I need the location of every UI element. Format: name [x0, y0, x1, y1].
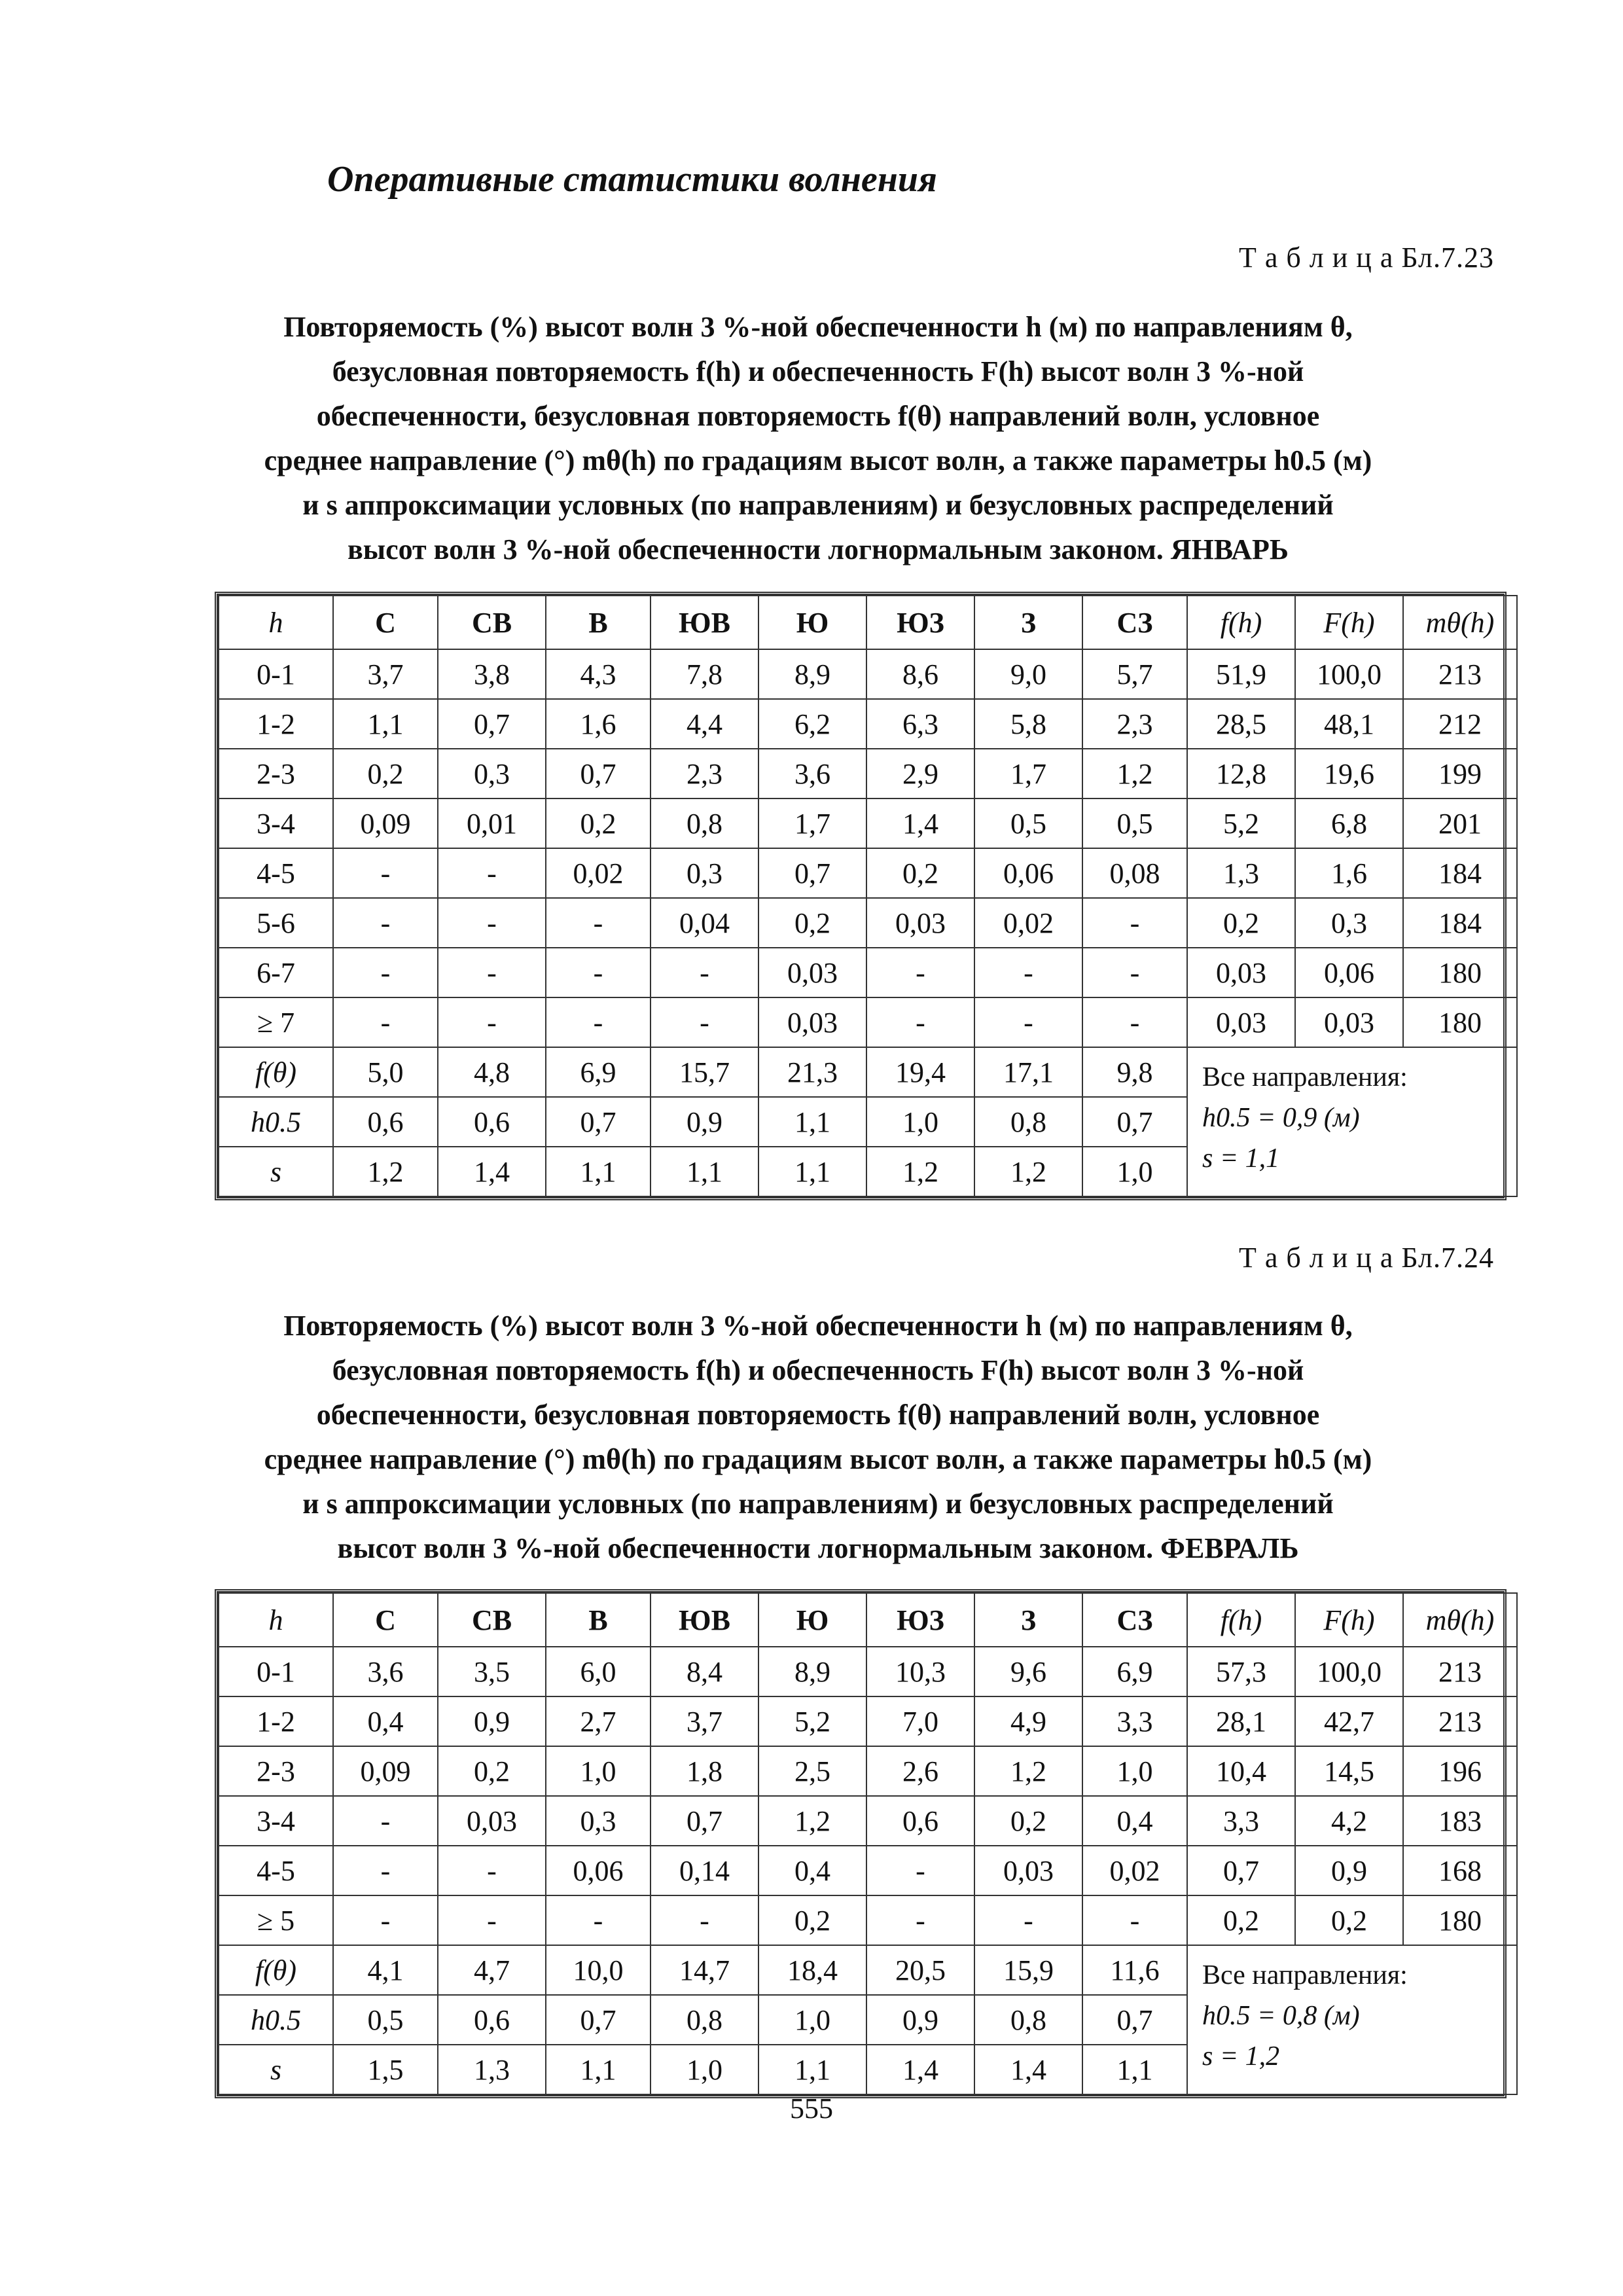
table-cell: 0,7 [546, 749, 651, 798]
data-table [215, 592, 1507, 1200]
table-cell: 0,5 [333, 1995, 438, 2045]
param-label: f(θ) [219, 1945, 333, 1995]
table-cell: 0,7 [546, 1995, 651, 2045]
table-cell: 212 [1403, 699, 1517, 749]
param-row [219, 1047, 1517, 1097]
table-cell: 0,03 [758, 997, 866, 1047]
table-cell: 1,2 [866, 1147, 974, 1196]
table-row [219, 997, 1517, 1047]
table-cell: 0,06 [546, 1846, 651, 1895]
table-cell: 213 [1403, 1696, 1517, 1746]
table-cell: - [333, 848, 438, 898]
row-label: 6-7 [219, 948, 333, 997]
table-cell: 184 [1403, 898, 1517, 948]
table-cell: 1,3 [438, 2045, 546, 2094]
column-header: ЮВ [651, 1593, 758, 1647]
table-cell: 18,4 [758, 1945, 866, 1995]
row-label: 4-5 [219, 848, 333, 898]
table-cell: 1,2 [758, 1796, 866, 1846]
table-cell: 0,7 [1082, 1995, 1187, 2045]
table-cell: 0,01 [438, 798, 546, 848]
table-cell: 0,8 [974, 1995, 1082, 2045]
column-header: ЮЗ [866, 1593, 974, 1647]
table-cell: 184 [1403, 848, 1517, 898]
table-cell: 1,7 [758, 798, 866, 848]
table-cell: 0,7 [438, 699, 546, 749]
table-cell: 5,2 [1187, 798, 1295, 848]
table-caption [209, 305, 1427, 572]
table-cell: 0,02 [974, 898, 1082, 948]
table-cell: 5,8 [974, 699, 1082, 749]
table-cell: 2,3 [1082, 699, 1187, 749]
table-cell: 6,9 [1082, 1647, 1187, 1696]
summary-line: s = 1,2 [1202, 2041, 1280, 2072]
row-label: ≥ 7 [219, 997, 333, 1047]
table-cell: 7,0 [866, 1696, 974, 1746]
table-cell: 3,8 [438, 649, 546, 699]
table-cell: 0,03 [1295, 997, 1403, 1047]
row-label: 2-3 [219, 1746, 333, 1796]
table-cell: 0,4 [333, 1696, 438, 1746]
table-cell: 0,2 [1187, 898, 1295, 948]
column-header: СВ [438, 596, 546, 649]
table-cell: 180 [1403, 948, 1517, 997]
table-row [219, 798, 1517, 848]
table-cell: - [333, 997, 438, 1047]
table-cell: - [333, 898, 438, 948]
column-header: mθ(h) [1403, 1593, 1517, 1647]
table-cell: 2,3 [651, 749, 758, 798]
summary-note [1187, 1047, 1517, 1196]
table-cell: 0,5 [1082, 798, 1187, 848]
table-cell: 0,7 [546, 1097, 651, 1147]
summary-line: Все направления: [1202, 1960, 1408, 1990]
table-cell: 4,7 [438, 1945, 546, 1995]
table-cell: - [438, 997, 546, 1047]
table-cell: 1,4 [866, 798, 974, 848]
table-cell: 17,1 [974, 1047, 1082, 1097]
table-cell: 0,7 [758, 848, 866, 898]
table-cell: 0,4 [758, 1846, 866, 1895]
caption-line: безусловная повторяемость f(h) и обеспеченность F(h) высот волн 3 %-ной [332, 355, 1304, 387]
table-cell: 0,03 [1187, 948, 1295, 997]
table-cell: - [333, 1846, 438, 1895]
caption-line: среднее направление (°) mθ(h) по градациям высот волн, а также параметры h0.5 (м) [264, 1443, 1372, 1475]
table-cell: 4,2 [1295, 1796, 1403, 1846]
wave-table [218, 595, 1518, 1197]
table-cell: - [1082, 997, 1187, 1047]
table-cell: 183 [1403, 1796, 1517, 1846]
table-cell: 10,4 [1187, 1746, 1295, 1796]
row-label: 3-4 [219, 1796, 333, 1846]
table-cell: 0,3 [546, 1796, 651, 1846]
table-cell: 168 [1403, 1846, 1517, 1895]
table-cell: 1,1 [758, 1147, 866, 1196]
table-cell: 0,09 [333, 1746, 438, 1796]
table-cell: - [333, 1895, 438, 1945]
table-caption [209, 1304, 1427, 1571]
table-cell: 10,0 [546, 1945, 651, 1995]
table-row [219, 699, 1517, 749]
table-cell: 1,2 [974, 1746, 1082, 1796]
table-cell: 0,2 [1295, 1895, 1403, 1945]
column-header: f(h) [1187, 596, 1295, 649]
column-header: mθ(h) [1403, 596, 1517, 649]
column-header: Ю [758, 596, 866, 649]
table-cell: 0,7 [651, 1796, 758, 1846]
table-cell: 0,03 [866, 898, 974, 948]
table-cell: 0,8 [651, 1995, 758, 2045]
table-cell: 51,9 [1187, 649, 1295, 699]
table-cell: - [651, 997, 758, 1047]
table-cell: 3,3 [1082, 1696, 1187, 1746]
column-header: F(h) [1295, 596, 1403, 649]
table-cell: 0,02 [1082, 1846, 1187, 1895]
table-cell: 0,8 [974, 1097, 1082, 1147]
summary-line: h0.5 = 0,8 (м) [1202, 2001, 1360, 2031]
table-cell: 6,0 [546, 1647, 651, 1696]
table-cell: 0,04 [651, 898, 758, 948]
table-row [219, 1895, 1517, 1945]
summary-line: h0.5 = 0,9 (м) [1202, 1103, 1360, 1133]
table-cell: 0,3 [651, 848, 758, 898]
table-cell: - [333, 948, 438, 997]
table-cell: 0,9 [1295, 1846, 1403, 1895]
caption-line: Повторяемость (%) высот волн 3 %-ной обеспеченности h (м) по направлениям θ, [283, 1310, 1353, 1342]
table-cell: - [333, 1796, 438, 1846]
table-cell: 1,4 [438, 1147, 546, 1196]
column-header: З [974, 596, 1082, 649]
table-cell: 1,0 [1082, 1147, 1187, 1196]
table-cell: 3,7 [651, 1696, 758, 1746]
table-cell: 199 [1403, 749, 1517, 798]
table-cell: 2,7 [546, 1696, 651, 1746]
table-row [219, 1796, 1517, 1846]
table-cell: - [546, 1895, 651, 1945]
row-label: 2-3 [219, 749, 333, 798]
caption-line: и s аппроксимации условных (по направлениям) и безусловных распределений [302, 489, 1334, 521]
table-cell: 0,6 [866, 1796, 974, 1846]
table-cell: 0,7 [1082, 1097, 1187, 1147]
table-cell: 6,9 [546, 1047, 651, 1097]
table-cell: 100,0 [1295, 1647, 1403, 1696]
table-cell: 28,1 [1187, 1696, 1295, 1746]
table-cell: 3,6 [333, 1647, 438, 1696]
table-cell: 1,6 [546, 699, 651, 749]
table-row [219, 1696, 1517, 1746]
table-cell: - [866, 948, 974, 997]
caption-line: Повторяемость (%) высот волн 3 %-ной обеспеченности h (м) по направлениям θ, [283, 311, 1353, 343]
table-row [219, 1846, 1517, 1895]
header-row [219, 1593, 1517, 1647]
table-cell: 0,08 [1082, 848, 1187, 898]
table-cell: 4,4 [651, 699, 758, 749]
table-number: Т а б л и ц а Бл.7.23 [1238, 242, 1494, 274]
table-cell: - [438, 1895, 546, 1945]
table-cell: 0,4 [1082, 1796, 1187, 1846]
table-cell: 0,2 [974, 1796, 1082, 1846]
table-cell: 0,2 [333, 749, 438, 798]
column-header: С [333, 596, 438, 649]
summary-line: s = 1,1 [1202, 1143, 1280, 1174]
table-cell: - [546, 898, 651, 948]
table-cell: 0,6 [333, 1097, 438, 1147]
table-cell: 180 [1403, 997, 1517, 1047]
table-cell: 12,8 [1187, 749, 1295, 798]
table-row [219, 898, 1517, 948]
param-label: s [219, 2045, 333, 2094]
column-header: h [219, 1593, 333, 1647]
table-cell: - [651, 1895, 758, 1945]
param-label: s [219, 1147, 333, 1196]
table-cell: 6,2 [758, 699, 866, 749]
table-cell: 48,1 [1295, 699, 1403, 749]
table-cell: 1,0 [758, 1995, 866, 2045]
table-cell: 1,0 [866, 1097, 974, 1147]
table-cell: 6,8 [1295, 798, 1403, 848]
table-cell: 0,7 [1187, 1846, 1295, 1895]
table-row [219, 948, 1517, 997]
table-cell: - [438, 848, 546, 898]
table-cell: 4,9 [974, 1696, 1082, 1746]
table-cell: 0,3 [438, 749, 546, 798]
wave-table [218, 1592, 1518, 2095]
table-cell: 0,3 [1295, 898, 1403, 948]
table-cell: 8,9 [758, 1647, 866, 1696]
column-header: h [219, 596, 333, 649]
header-row [219, 596, 1517, 649]
summary-note [1187, 1945, 1517, 2094]
table-cell: - [438, 898, 546, 948]
column-header: В [546, 596, 651, 649]
column-header: F(h) [1295, 1593, 1403, 1647]
table-cell: 11,6 [1082, 1945, 1187, 1995]
table-cell: 1,1 [333, 699, 438, 749]
table-cell: 8,6 [866, 649, 974, 699]
table-cell: 180 [1403, 1895, 1517, 1945]
table-cell: 1,2 [333, 1147, 438, 1196]
table-cell: 1,1 [651, 1147, 758, 1196]
caption-line: и s аппроксимации условных (по направлениям) и безусловных распределений [302, 1488, 1334, 1520]
table-cell: 0,2 [1187, 1895, 1295, 1945]
table-cell: 9,0 [974, 649, 1082, 699]
column-header: В [546, 1593, 651, 1647]
table-cell: 8,4 [651, 1647, 758, 1696]
table-cell: 5,2 [758, 1696, 866, 1746]
table-cell: 2,6 [866, 1746, 974, 1796]
table-cell: 15,7 [651, 1047, 758, 1097]
table-cell: 0,03 [1187, 997, 1295, 1047]
table-cell: 20,5 [866, 1945, 974, 1995]
row-label: 1-2 [219, 699, 333, 749]
table-cell: 0,03 [758, 948, 866, 997]
table-cell: 0,9 [866, 1995, 974, 2045]
table-cell: - [546, 997, 651, 1047]
column-header: СВ [438, 1593, 546, 1647]
table-cell: 0,03 [438, 1796, 546, 1846]
table-cell: 1,1 [546, 1147, 651, 1196]
table-cell: 0,5 [974, 798, 1082, 848]
column-header: С [333, 1593, 438, 1647]
table-cell: 213 [1403, 649, 1517, 699]
table-cell: - [974, 997, 1082, 1047]
table-cell: 0,02 [546, 848, 651, 898]
table-cell: 1,1 [546, 2045, 651, 2094]
caption-line: безусловная повторяемость f(h) и обеспеченность F(h) высот волн 3 %-ной [332, 1354, 1304, 1386]
table-row [219, 649, 1517, 699]
table-cell: 14,5 [1295, 1746, 1403, 1796]
table-cell: 1,1 [758, 1097, 866, 1147]
table-cell: 1,0 [546, 1746, 651, 1796]
table-cell: 0,03 [974, 1846, 1082, 1895]
table-cell: 10,3 [866, 1647, 974, 1696]
table-cell: 1,5 [333, 2045, 438, 2094]
table-cell: 1,0 [1082, 1746, 1187, 1796]
table-row [219, 749, 1517, 798]
page-number: 555 [790, 2092, 833, 2125]
table-cell: - [651, 948, 758, 997]
table-cell: - [1082, 898, 1187, 948]
table-cell: 0,6 [438, 1097, 546, 1147]
table-cell: 21,3 [758, 1047, 866, 1097]
table-cell: 42,7 [1295, 1696, 1403, 1746]
table-cell: 14,7 [651, 1945, 758, 1995]
table-cell: - [866, 997, 974, 1047]
table-cell: 0,8 [651, 798, 758, 848]
row-label: 4-5 [219, 1846, 333, 1895]
table-cell: 57,3 [1187, 1647, 1295, 1696]
column-header: f(h) [1187, 1593, 1295, 1647]
table-cell: - [1082, 948, 1187, 997]
table-cell: 1,3 [1187, 848, 1295, 898]
table-cell: 2,5 [758, 1746, 866, 1796]
row-label: 3-4 [219, 798, 333, 848]
table-cell: - [438, 1846, 546, 1895]
table-cell: 9,8 [1082, 1047, 1187, 1097]
param-label: h0.5 [219, 1097, 333, 1147]
table-cell: 2,9 [866, 749, 974, 798]
table-cell: - [974, 948, 1082, 997]
table-cell: 1,0 [651, 2045, 758, 2094]
table-cell: 0,14 [651, 1846, 758, 1895]
table-cell: - [974, 1895, 1082, 1945]
table-cell: 4,8 [438, 1047, 546, 1097]
table-cell: 0,09 [333, 798, 438, 848]
table-cell: 0,2 [866, 848, 974, 898]
column-header: ЮВ [651, 596, 758, 649]
row-label: ≥ 5 [219, 1895, 333, 1945]
table-cell: 1,4 [974, 2045, 1082, 2094]
table-cell: - [438, 948, 546, 997]
caption-line: обеспеченности, безусловная повторяемость f(θ) направлений волн, условное [316, 400, 1320, 432]
table-cell: 201 [1403, 798, 1517, 848]
table-cell: 1,8 [651, 1746, 758, 1796]
table-cell: 28,5 [1187, 699, 1295, 749]
param-label: f(θ) [219, 1047, 333, 1097]
param-label: h0.5 [219, 1995, 333, 2045]
column-header: СЗ [1082, 1593, 1187, 1647]
param-row [219, 1945, 1517, 1995]
row-label: 1-2 [219, 1696, 333, 1746]
table-cell: 7,8 [651, 649, 758, 699]
caption-line: среднее направление (°) mθ(h) по градациям высот волн, а также параметры h0.5 (м) [264, 444, 1372, 476]
row-label: 5-6 [219, 898, 333, 948]
table-cell: 0,2 [758, 898, 866, 948]
table-cell: 4,1 [333, 1945, 438, 1995]
table-cell: - [546, 948, 651, 997]
table-cell: 5,7 [1082, 649, 1187, 699]
table-cell: - [866, 1895, 974, 1945]
table-cell: 3,6 [758, 749, 866, 798]
summary-line: Все направления: [1202, 1062, 1408, 1092]
table-cell: 15,9 [974, 1945, 1082, 1995]
table-cell: 0,6 [438, 1995, 546, 2045]
table-cell: 1,4 [866, 2045, 974, 2094]
row-label: 0-1 [219, 649, 333, 699]
caption-line: обеспеченности, безусловная повторяемость f(θ) направлений волн, условное [316, 1399, 1320, 1431]
column-header: Ю [758, 1593, 866, 1647]
table-cell: 0,06 [1295, 948, 1403, 997]
table-cell: 0,2 [758, 1895, 866, 1945]
table-cell: 6,3 [866, 699, 974, 749]
table-cell: - [1082, 1895, 1187, 1945]
table-cell: 19,6 [1295, 749, 1403, 798]
column-header: СЗ [1082, 596, 1187, 649]
table-cell: 5,0 [333, 1047, 438, 1097]
table-cell: 100,0 [1295, 649, 1403, 699]
table-cell: 3,5 [438, 1647, 546, 1696]
table-row [219, 1647, 1517, 1696]
caption-line: высот волн 3 %-ной обеспеченности логнормальным законом. ФЕВРАЛЬ [337, 1532, 1299, 1564]
table-cell: 0,2 [546, 798, 651, 848]
table-cell: 0,2 [438, 1746, 546, 1796]
column-header: З [974, 1593, 1082, 1647]
table-cell: 1,1 [758, 2045, 866, 2094]
table-cell: 1,1 [1082, 2045, 1187, 2094]
table-cell: 4,3 [546, 649, 651, 699]
table-cell: 1,7 [974, 749, 1082, 798]
caption-line: высот волн 3 %-ной обеспеченности логнормальным законом. ЯНВАРЬ [347, 533, 1289, 565]
table-cell: 0,06 [974, 848, 1082, 898]
table-cell: 1,6 [1295, 848, 1403, 898]
section-title: Оперативные статистики волнения [327, 159, 937, 200]
row-label: 0-1 [219, 1647, 333, 1696]
column-header: ЮЗ [866, 596, 974, 649]
data-table [215, 1589, 1507, 2098]
table-cell: 213 [1403, 1647, 1517, 1696]
table-number: Т а б л и ц а Бл.7.24 [1238, 1242, 1494, 1274]
table-cell: 3,7 [333, 649, 438, 699]
table-cell: 9,6 [974, 1647, 1082, 1696]
table-cell: 0,9 [438, 1696, 546, 1746]
table-cell: 0,9 [651, 1097, 758, 1147]
table-cell: 196 [1403, 1746, 1517, 1796]
table-row [219, 1746, 1517, 1796]
table-cell: 19,4 [866, 1047, 974, 1097]
table-row [219, 848, 1517, 898]
table-cell: 1,2 [1082, 749, 1187, 798]
table-cell: 1,2 [974, 1147, 1082, 1196]
table-cell: 8,9 [758, 649, 866, 699]
table-cell: - [866, 1846, 974, 1895]
table-cell: 3,3 [1187, 1796, 1295, 1846]
